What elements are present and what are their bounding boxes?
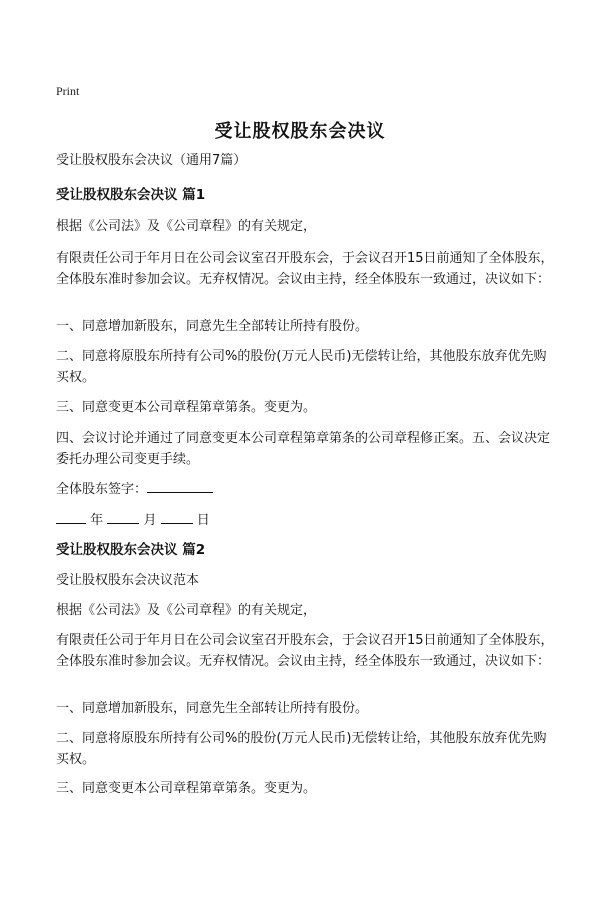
section-heading-2: 受让股权股东会决议 篇2: [56, 542, 206, 558]
year-blank: [56, 509, 86, 524]
day-label: 日: [196, 513, 210, 528]
paragraph: 二、同意将原股东所持有公司%的股份(万元人民币)无偿转让给，其他股东放弃优先购买权。: [56, 349, 547, 385]
paragraph: 受让股权股东会决议范本: [56, 573, 200, 588]
year-label: 年: [90, 513, 104, 528]
print-label[interactable]: Print: [56, 84, 80, 98]
paragraph: 一、同意增加新股东，同意先生全部转让所持有股份。: [56, 319, 369, 334]
paragraph: 三、同意变更本公司章程第章第条。变更为。: [56, 400, 317, 415]
paragraph: 一、同意增加新股东，同意先生全部转让所持有股份。: [56, 701, 369, 716]
section-heading-1: 受让股权股东会决议 篇1: [56, 187, 206, 203]
signature-line: [56, 478, 554, 500]
signature-blank: [147, 478, 213, 493]
signature-label: 全体股东签字：: [56, 482, 148, 497]
paragraph: 四、会议讨论并通过了同意变更本公司章程第章第条的公司章程修正案。五、会议决定委托办理公司变更手续。: [56, 431, 551, 467]
document-title: 受让股权股东会决议: [214, 121, 386, 142]
month-label: 月: [143, 513, 157, 528]
date-line: [56, 509, 210, 531]
month-blank: [107, 509, 139, 524]
paragraph: 根据《公司法》及《公司章程》的有关规定，: [56, 603, 317, 618]
document-subtitle: 受让股权股东会决议（通用7篇）: [56, 153, 247, 168]
paragraph: 根据《公司法》及《公司章程》的有关规定，: [56, 219, 317, 234]
paragraph: 二、同意将原股东所持有公司%的股份(万元人民币)无偿转让给，其他股东放弃优先购买权。: [56, 731, 547, 767]
day-blank: [161, 509, 193, 524]
paragraph: 有限责任公司于年月日在公司会议室召开股东会，于会议召开15日前通知了全体股东，全体股东准时参加会议。无弃权情况。会议由主持，经全体股东一致通过，决议如下：: [56, 251, 554, 287]
paragraph: 有限责任公司于年月日在公司会议室召开股东会，于会议召开15日前通知了全体股东，全体股东准时参加会议。无弃权情况。会议由主持，经全体股东一致通过，决议如下：: [56, 633, 554, 669]
paragraph: 三、同意变更本公司章程第章第条。变更为。: [56, 781, 317, 796]
